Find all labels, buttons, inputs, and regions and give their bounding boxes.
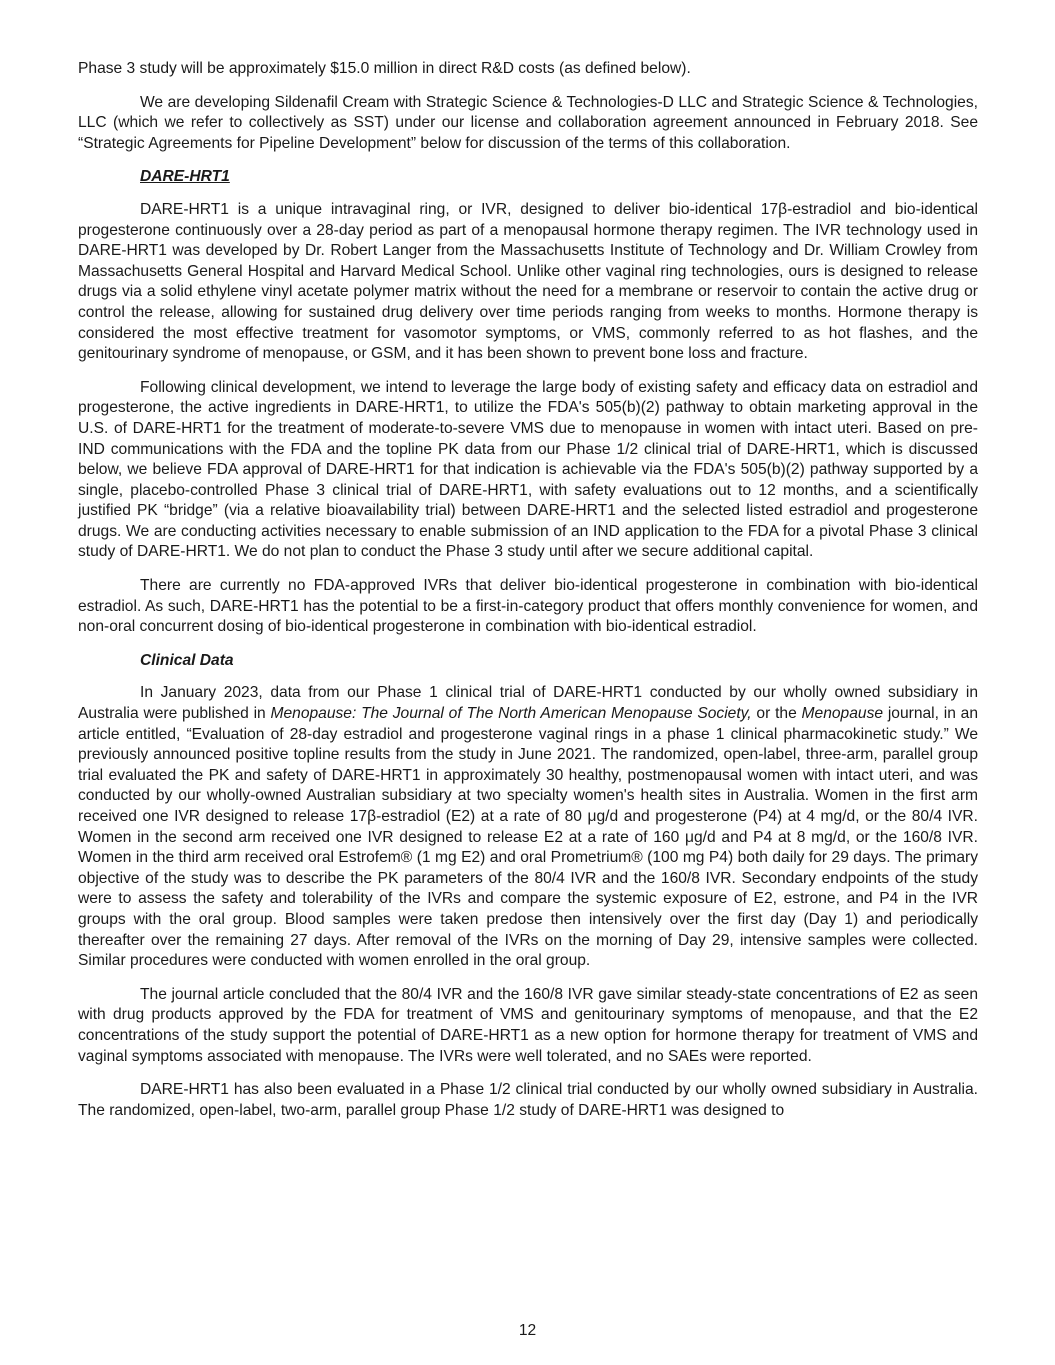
document-page (78, 59, 978, 1134)
paragraph-first-in-category: There are currently no FDA-approved IVRs that deliver bio-identical progesterone in combination with bio-identical estradiol. As such, DARE-HRT1 has the potential to be a first-in-category product that offers monthly convenience for women, and non-oral concurrent dosing of bio-identical progesterone in combination with bio-identical estradiol. (78, 577, 978, 636)
paragraph-phase1-2-trial: DARE-HRT1 has also been evaluated in a Phase 1/2 clinical trial conducted by our wholly owned subsidiary in Australia. The randomized, open-label, two-arm, parallel group Phase 1/2 study of DARE-HRT1 was designed to (78, 1081, 978, 1119)
section-heading-clinical-data: Clinical Data (140, 651, 234, 669)
paragraph-sildenafil-sst: We are developing Sildenafil Cream with Strategic Science & Technologies-D LLC and Strategic Science & Technologies, LLC (which we refer to collectively as SST) under our license and collaboration agreement announced in February 2018. See “Strategic Agreements for Pipeline Development” below for discussion of the terms of this collaboration. (78, 93, 978, 152)
paragraph-journal-conclusion: The journal article concluded that the 80/4 IVR and the 160/8 IVR gave similar steady-state concentrations of E2 as seen with drug products approved by the FDA for treatment of VMS and genitourinary symptoms of menopause, and that the E2 concentrations of the study support the potential of DARE-HRT1 as a new option for hormone therapy for treatment of VMS and vaginal symptoms associated with menopause. The IVRs were well tolerated, and no SAEs were reported. (78, 985, 978, 1065)
paragraph-phase1-trial (78, 683, 978, 971)
paragraph-dare-hrt1-description: DARE-HRT1 is a unique intravaginal ring, or IVR, designed to deliver bio-identical 17β-estradiol and bio-identical progesterone continuously over a 28-day period as part of a menopausal hormone therapy regimen. The IVR technology used in DARE-HRT1 was developed by Dr. Robert Langer from the Massachusetts Institute of Technology and Dr. William Crowley from Massachusetts General Hospital and Harvard Medical School. Unlike other vaginal ring technologies, ours is designed to release drugs via a solid ethylene vinyl acetate polymer matrix without the need for a membrane or reservoir to contain the active drug or control the release, allowing for sustained drug delivery over time periods ranging from weeks to months. Hormone therapy is considered the most effective treatment for vasomotor symptoms, or VMS, commonly referred to as hot flashes, and the genitourinary syndrome of menopause, or GSM, and it has been shown to prevent bone loss and fracture. (78, 200, 978, 363)
paragraph-regulatory-pathway: Following clinical development, we intend to leverage the large body of existing safety and efficacy data on estradiol and progesterone, the active ingredients in DARE-HRT1, to utilize the FDA's 505(b)(2) pathway to obtain marketing approval in the U.S. of DARE-HRT1 for the treatment of moderate-to-severe VMS due to menopause in women with intact uteri. Based on pre-IND communications with the FDA and the topline PK data from our Phase 1/2 clinical trial of DARE-HRT1, which is discussed below, we believe FDA approval of DARE-HRT1 for that indication is achievable via the FDA's 505(b)(2) pathway supported by a single, placebo-controlled Phase 3 clinical trial of DARE-HRT1, with safety evaluations out to 12 months, and a scientifically justified PK “bridge” (via a relative bioavailability trial) between DARE-HRT1 and the selected listed estradiol and progesterone drugs. We are conducting activities necessary to enable submission of an IND application to the FDA for a pivotal Phase 3 clinical study of DARE-HRT1. We do not plan to conduct the Phase 3 study until after we secure additional capital. (78, 378, 978, 561)
phase1-text-part3: journal, in an article entitled, “Evaluation of 28-day estradiol and progesterone vaginal rings in a phase 1 clinical pharmacokinetic study.” We previously announced positive topline results from the study in June 2021. The randomized, open-label, three-arm, parallel group trial evaluated the PK and safety of DARE-HRT1 in approximately 30 healthy, postmenopausal women with intact uteri, and was conducted by our wholly-owned Australian subsidiary at two specialty women's health sites in Australia. Women in the first arm received one IVR designed to release 17β-estradiol (E2) at a rate of 80 μg/d and progesterone (P4) at 4 mg/d, or the 80/4 IVR. Women in the second arm received one IVR designed to release E2 at a rate of 160 μg/d and P4 at 8 mg/d, or the 160/8 IVR. Women in the third arm received oral Estrofem® (1 mg E2) and oral Prometrium® (100 mg P4) both daily for 29 days. The primary objective of the study was to describe the PK parameters of the 80/4 IVR and the 160/8 IVR. Secondary endpoints of the study were to assess the safety and tolerability of the IVRs and compare the systemic exposure of E2, estrone, and P4 in the IVR groups with the oral group. Blood samples were taken predose then intensively over the first day (Day 1) and periodically thereafter over the remaining 27 days. After removal of the IVRs on the morning of Day 29, intensive samples were collected. Similar procedures were conducted with women enrolled in the oral group. (78, 705, 979, 970)
phase1-text-part2: or the (751, 705, 802, 723)
journal-title: Menopause: The Journal of The North American Menopause Society, (270, 705, 752, 723)
page-number: 12 (518, 1322, 537, 1339)
phase1-text-part1: In January 2023, data from our Phase 1 clinical trial of DARE-HRT1 conducted by our wholly owned subsidiary in Australia were published in (78, 684, 978, 723)
paragraph-phase3-cost: Phase 3 study will be approximately $15.0 million in direct R&D costs (as defined below). (78, 60, 691, 77)
section-heading-dare-hrt1: DARE-HRT1 (140, 168, 230, 186)
journal-short-name: Menopause (801, 705, 884, 723)
